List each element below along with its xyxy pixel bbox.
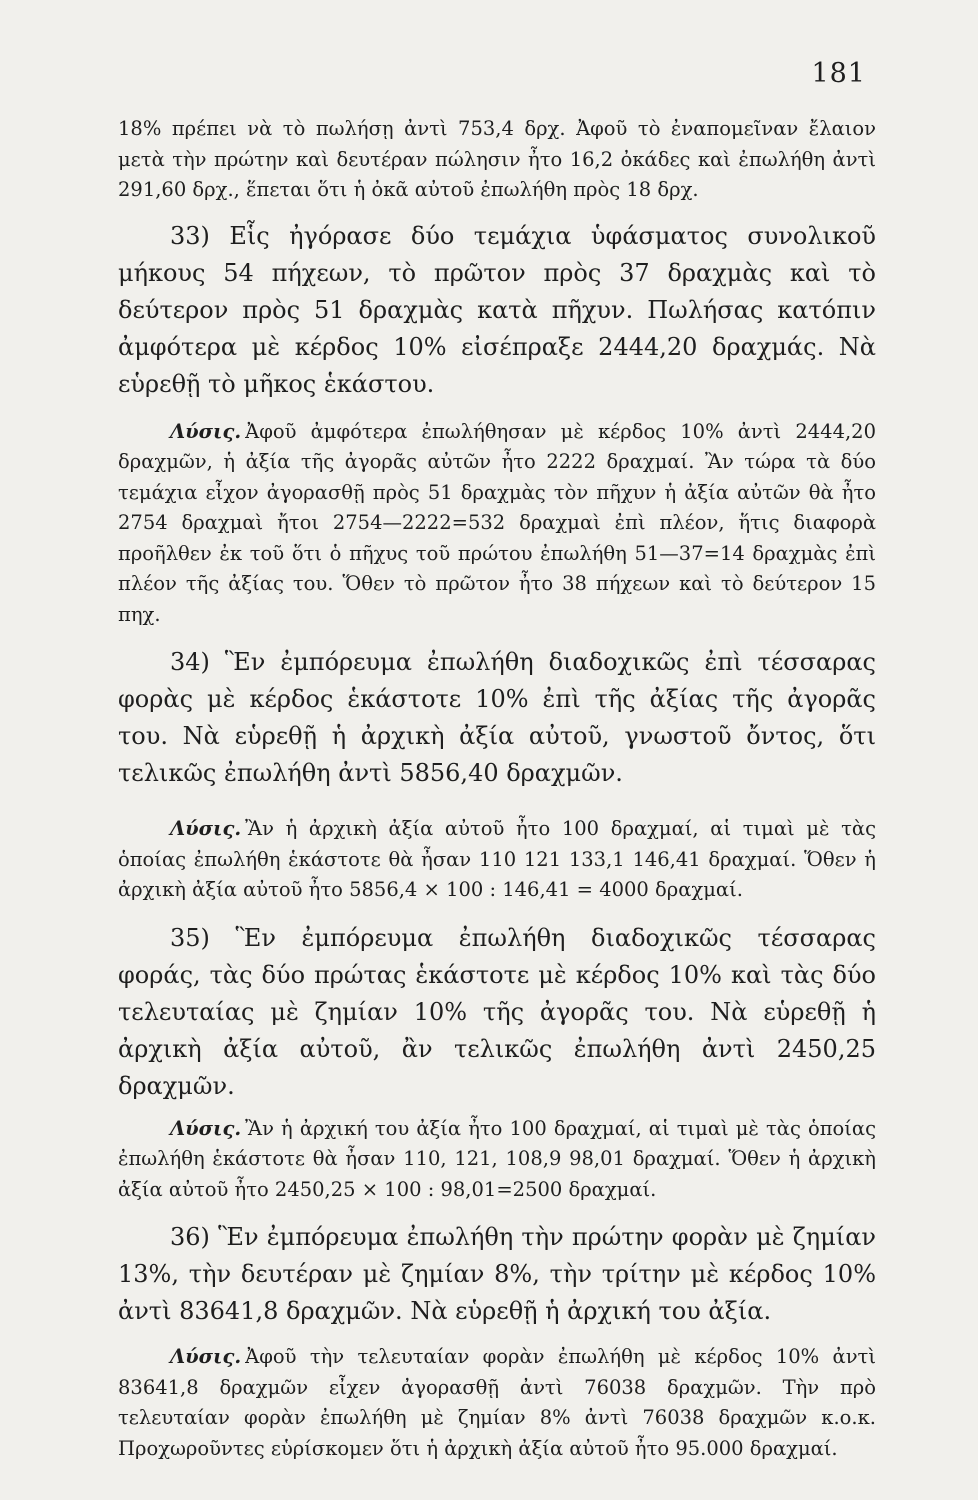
problem-36-solution — [118, 1342, 876, 1464]
carryover-paragraph: 18% πρέπει νὰ τὸ πωλήσῃ ἀντὶ 753,4 δρχ. Ἀφοῦ τὸ ἐναπομεῖναν ἔλαιον μετὰ τὴν πρώτην καὶ δευτέραν πώλησιν ἦτο 16,2 ὀκάδες καὶ ἐπωλήθη ἀντὶ 291,60 δρχ., ἕπεται ὅτι ἡ ὀκᾶ αὐτοῦ ἐπωλήθη πρὸς 18 δρχ. — [118, 117, 876, 201]
solution-label: Λύσις. — [170, 1345, 242, 1368]
problem-33-solution — [118, 417, 876, 631]
problem-36-statement: 36) Ἓν ἐμπόρευμα ἐπωλήθη τὴν πρώτην φορὰν μὲ ζημίαν 13%, τὴν δευτέραν μὲ ζημίαν 8%, τὴν τρίτην μὲ κέρδος 10% ἀντὶ 83641,8 δραχμῶν. Νὰ εὑρεθῇ ἡ ἀρχική του ἀξία. — [118, 1223, 876, 1325]
problem-34-solution-text: Ἂν ἡ ἀρχικὴ ἀξία αὐτοῦ ἦτο 100 δραχμαί, αἱ τιμαὶ μὲ τὰς ὁποίας ἐπωλήθη ἑκάστοτε θὰ ἦσαν 110 121 133,1 146,41 δραχμαί. Ὅθεν ἡ ἀρχικὴ ἀξία αὐτοῦ ἦτο 5856,4 × 100 : 146,41 = 4000 δραχμαί. — [118, 817, 876, 901]
problem-35-solution — [118, 1114, 876, 1206]
solution-label: Λύσις. — [170, 817, 242, 840]
solution-label: Λύσις. — [170, 419, 242, 443]
solution-label: Λύσις. — [170, 1116, 242, 1140]
page-number: 181 — [811, 58, 866, 89]
problem-34-statement: 34) Ἓν ἐμπόρευμα ἐπωλήθη διαδοχικῶς ἐπὶ τέσσαρας φορὰς μὲ κέρδος ἑκάστοτε 10% ἐπὶ τῆς ἀξίας τῆς ἀγορᾶς του. Νὰ εὑρεθῇ ἡ ἀρχικὴ ἀξία αὐτοῦ, γνωστοῦ ὄντος, ὅτι τελικῶς ἐπωλήθη ἀντὶ 5856,40 δραχμῶν. — [118, 648, 876, 787]
problem-33-statement: 33) Εἷς ἠγόρασε δύο τεμάχια ὑφάσματος συνολικοῦ μήκους 54 πήχεων, τὸ πρῶτον πρὸς 37 δραχμὰς καὶ τὸ δεύτερον πρὸς 51 δραχμὰς κατὰ πῆχυν. Πωλήσας κατόπιν ἀμφότερα μὲ κέρδος 10% εἰσέπραξε 2444,20 δραχμάς. Νὰ εὑρεθῇ τὸ μῆκος ἑκάστου. — [118, 221, 876, 398]
problem-36-solution-text: Ἀφοῦ τὴν τελευταίαν φορὰν ἐπωλήθη μὲ κέρδος 10% ἀντὶ 83641,8 δραχμῶν εἶχεν ἀγορασθῇ ἀντὶ 76038 δραχμῶν. Τὴν πρὸ τελευταίαν φορὰν ἐπωλήθη μὲ ζημίαν 8% ἀντὶ 76038 δραχμῶν κ.ο.κ. Προχωροῦντες εὑρίσκομεν ὅτι ἡ ἀρχικὴ ἀξία αὐτοῦ ἦτο 95.000 δραχμαί. — [118, 1345, 876, 1460]
page-body — [118, 114, 876, 1464]
problem-35-statement: 35) Ἓν ἐμπόρευμα ἐπωλήθη διαδοχικῶς τέσσαρας φοράς, τὰς δύο πρώτας ἑκάστοτε μὲ κέρδος 10% καὶ τὰς δύο τελευταίας μὲ ζημίαν 10% τῆς ἀγορᾶς του. Νὰ εὑρεθῇ ἡ ἀρχικὴ ἀξία αὐτοῦ, ἂν τελικῶς ἐπωλήθη ἀντὶ 2450,25 δραχμῶν. — [118, 923, 876, 1100]
problem-33-solution-text: Ἀφοῦ ἀμφότερα ἐπωλήθησαν μὲ κέρδος 10% ἀντὶ 2444,20 δραχμῶν, ἡ ἀξία τῆς ἀγορᾶς αὐτῶν ἦτο 2222 δραχμαί. Ἂν τώρα τὰ δύο τεμάχια εἶχον ἀγορασθῇ πρὸς 51 δραχμὰς τὸν πῆχυν ἡ ἀξία αὐτῶν θὰ ἦτο 2754 δραχμαὶ ἤτοι 2754—2222=532 δραχμαὶ ἐπὶ πλέον, ἥτις διαφορὰ προῆλθεν ἐκ τοῦ ὅτι ὁ πῆχυς τοῦ πρώτου ἐπωλήθη 51—37=14 δραχμὰς ἐπὶ πλέον τῆς ἀξίας του. Ὅθεν τὸ πρῶτον ἦτο 38 πήχεων καὶ τὸ δεύτερον 15 πηχ. — [118, 419, 876, 626]
problem-34-solution — [118, 814, 876, 906]
problem-35-solution-text: Ἂν ἡ ἀρχική του ἀξία ἦτο 100 δραχμαί, αἱ τιμαὶ μὲ τὰς ὁποίας ἐπωλήθη ἑκάστοτε θὰ ἦσαν 110, 121, 108,9 98,01 δραχμαί. Ὅθεν ἡ ἀρχικὴ ἀξία αὐτοῦ ἦτο 2450,25 × 100 : 98,01=2500 δραχμαί. — [118, 1116, 876, 1201]
